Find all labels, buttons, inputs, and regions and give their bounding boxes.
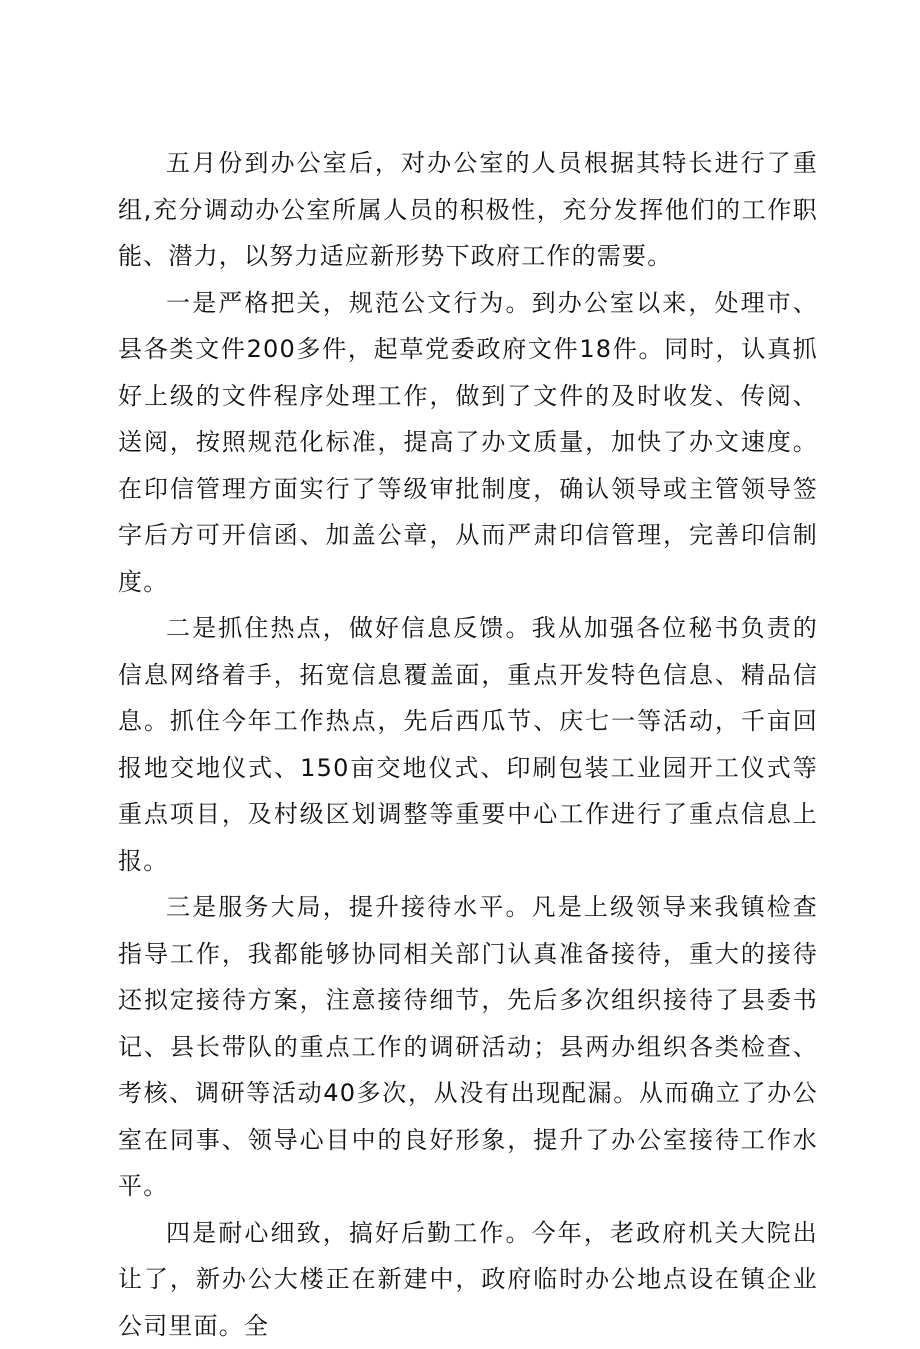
paragraph-reception-service: 三是服务大局，提升接待水平。凡是上级领导来我镇检查指导工作，我都能够协同相关部门认真准备接待，重大的接待还拟定接待方案，注意接待细节，先后多次组织接待了县委书记、县长带队的重点工作的调研活动；县两办组织各类检查、考核、调研等活动40多次，从没有出现配漏。从而确立了办公室在同事、领导心目中的良好形象，提升了办公室接待工作水平。 <box>118 884 818 1210</box>
paragraph-logistics-work: 四是耐心细致，搞好后勤工作。今年，老政府机关大院出让了，新办公大楼正在新建中，政府临时办公地点设在镇企业公司里面。全 <box>118 1210 818 1349</box>
paragraph-document-handling: 一是严格把关，规范公文行为。到办公室以来，处理市、县各类文件200多件，起草党委政府文件18件。同时，认真抓好上级的文件程序处理工作，做到了文件的及时收发、传阅、送阅，按照规范化标准，提高了办文质量，加快了办文速度。在印信管理方面实行了等级审批制度，确认领导或主管领导签字后方可开信函、加盖公章，从而严肃印信管理，完善印信制度。 <box>118 280 818 606</box>
paragraph-intro: 五月份到办公室后，对办公室的人员根据其特长进行了重组,充分调动办公室所属人员的积极性，充分发挥他们的工作职能、潜力，以努力适应新形势下政府工作的需要。 <box>118 140 818 280</box>
document-body <box>118 140 818 1349</box>
paragraph-information-feedback: 二是抓住热点，做好信息反馈。我从加强各位秘书负责的信息网络着手，拓宽信息覆盖面，重点开发特色信息、精品信息。抓住今年工作热点，先后西瓜节、庆七一等活动，千亩回报地交地仪式、150亩交地仪式、印刷包装工业园开工仪式等重点项目，及村级区划调整等重要中心工作进行了重点信息上报。 <box>118 605 818 884</box>
